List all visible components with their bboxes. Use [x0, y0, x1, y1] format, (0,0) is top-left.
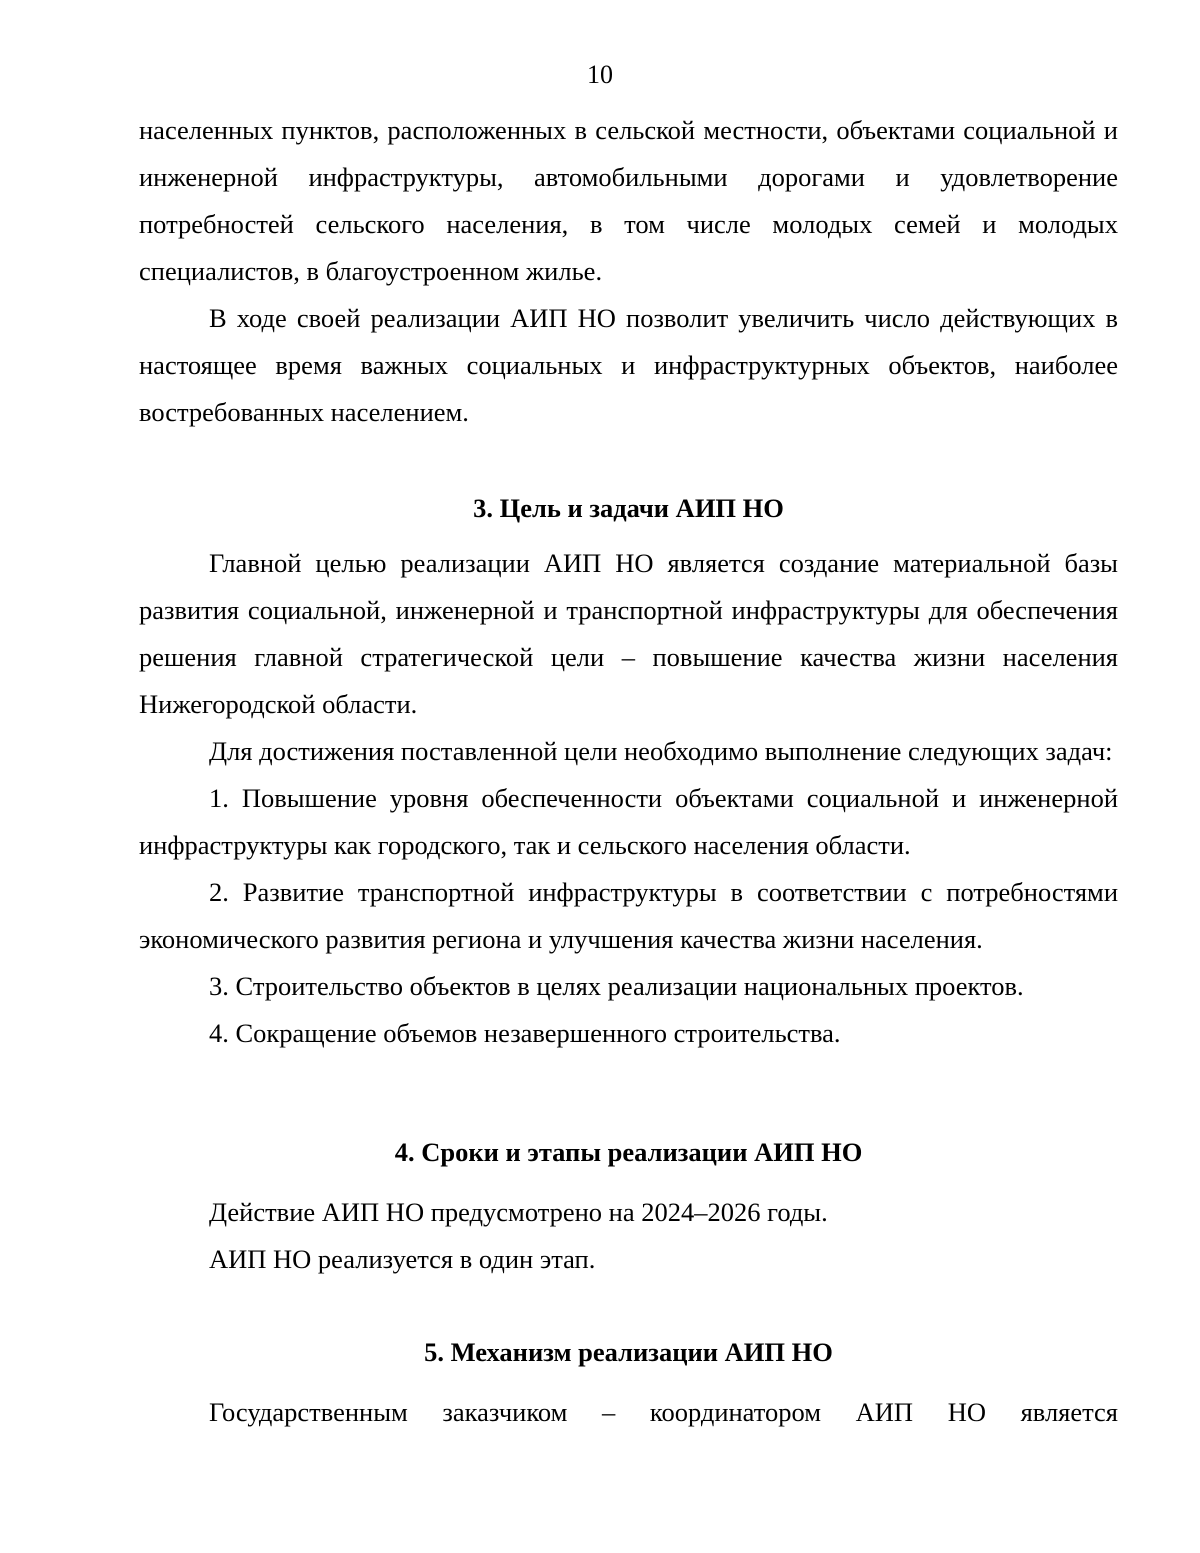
- section-3-heading: 3. Цель и задачи АИП НО: [473, 493, 784, 523]
- task-item: 3. Строительство объектов в целях реализации национальных проектов.: [209, 971, 1024, 1001]
- section-4-stages: АИП НО реализуется в один этап.: [209, 1244, 596, 1274]
- section-5-customer: Государственным заказчиком – координатором АИП НО является: [209, 1397, 1118, 1427]
- task-item: 2. Развитие транспортной инфраструктуры в соответствии с потребностями экономического развития региона и улучшения качества жизни населения.: [139, 877, 1118, 954]
- section-4-heading: 4. Сроки и этапы реализации АИП НО: [394, 1137, 863, 1167]
- section-4-period: Действие АИП НО предусмотрено на 2024–2026 годы.: [209, 1197, 828, 1227]
- section-3-goal: Главной целью реализации АИП НО является создание материальной базы развития социальной, инженерной и транспортной инфраструктуры для обеспечения решения главной стратегической цели – повышение качества жизни населения Нижегородской области.: [139, 548, 1118, 719]
- section-3-tasks-intro: Для достижения поставленной цели необходимо выполнение следующих задач:: [209, 736, 1113, 766]
- paragraph-rural-infrastructure: населенных пунктов, расположенных в сельской местности, объектами социальной и инженерной инфраструктуры, автомобильными дорогами и удовлетворение потребностей сельского населения, в том числе молодых семей и молодых специалистов, в благоустроенном жилье.: [139, 115, 1118, 286]
- paragraph-implementation-effect: В ходе своей реализации АИП НО позволит увеличить число действующих в настоящее время важных социальных и инфраструктурных объектов, наиболее востребованных населением.: [139, 303, 1118, 427]
- task-item: 4. Сокращение объемов незавершенного строительства.: [209, 1018, 841, 1048]
- task-item: 1. Повышение уровня обеспеченности объектами социальной и инженерной инфраструктуры как городского, так и сельского населения области.: [139, 783, 1118, 860]
- section-5-heading: 5. Механизм реализации АИП НО: [424, 1337, 833, 1367]
- document-body: [139, 107, 1118, 1436]
- page-number: 10: [587, 60, 613, 89]
